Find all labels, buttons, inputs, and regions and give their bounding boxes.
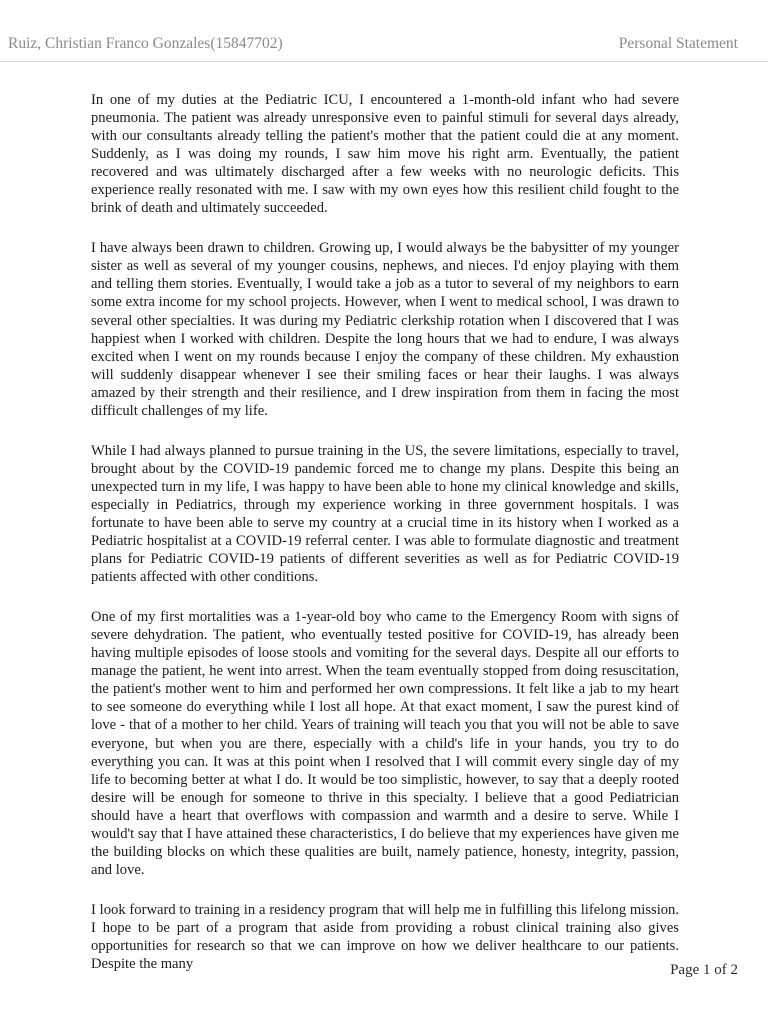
paragraph: I look forward to training in a residency program that will help me in fulfilling this lifelong mission. I hope to be part of a program that aside from providing a robust clinical training also gives opportunities for research so that we can improve on how we deliver healthcare to our patients. Despite the many — [91, 901, 679, 973]
paragraph: One of my first mortalities was a 1-year-old boy who came to the Emergency Room with signs of severe dehydration. The patient, who eventually tested positive for COVID-19, has already been having multiple episodes of loose stools and vomiting for the several days. Despite all our efforts to manage the patient, he went into arrest. When the team eventually stopped from doing resuscitation, the patient's mother went to him and performed her own compressions. It felt like a jab to my heart to see someone do everything while I lost all hope. At that exact moment, I saw the purest kind of love - that of a mother to her child. Years of training will teach you that you will not be able to save everyone, but when you are there, especially with a child's life in your hands, you try to do everything you can. It was at this point when I resolved that I will commit every single day of my life to becoming better at what I do. It would be too simplistic, however, to say that a deeply rooted desire will be enough for someone to thrive in this specialty. I believe that a good Pediatrician should have a heart that overflows with compassion and warmth and a desire to serve. While I would't say that I have attained these characteristics, I do believe that my experiences have given me the building blocks on which these qualities are built, namely patience, honesty, integrity, passion, and love. — [91, 609, 679, 878]
document-type: Personal Statement — [618, 35, 738, 52]
page-header — [0, 0, 768, 62]
paragraph: I have always been drawn to children. Growing up, I would always be the babysitter of my younger sister as well as several of my younger cousins, nephews, and nieces. I'd enjoy playing with them and telling them stories. Eventually, I would take a job as a tutor to several of my neighbors to earn some extra income for my school projects. However, when I went to medical school, I was drawn to several other specialties. It was during my Pediatric clerkship rotation when I discovered that I was happiest when I worked with children. Despite the long hours that we had to endure, I was always excited when I went on my rounds because I enjoy the company of these children. My exhaustion will suddenly disappear whenever I see their smiling faces or hear their laughs. I was always amazed by their strength and their resilience, and I drew inspiration from them in facing the most difficult challenges of my life. — [91, 240, 679, 419]
paragraph: In one of my duties at the Pediatric ICU, I encountered a 1-month-old infant who had severe pneumonia. The patient was already unresponsive even to painful stimuli for several days already, with our consultants already telling the patient's mother that the patient could die at any moment. Suddenly, as I was doing my rounds, I saw him move his right arm. Eventually, the patient recovered and was ultimately discharged after a few weeks with no neurologic deficits. This experience really resonated with me. I saw with my own eyes how this resilient child fought to the brink of death and ultimately succeeded. — [91, 92, 679, 217]
applicant-name: Ruiz, Christian Franco Gonzales(15847702) — [8, 35, 283, 52]
paragraph: While I had always planned to pursue training in the US, the severe limitations, especially to travel, brought about by the COVID-19 pandemic forced me to change my plans. Despite this being an unexpected turn in my life, I was happy to have been able to hone my clinical knowledge and skills, especially in Pediatrics, through my experience working in three government hospitals. I was fortunate to have been able to serve my country at a crucial time in its history when I worked as a Pediatric hospitalist at a COVID-19 referral center. I was able to formulate diagnostic and treatment plans for Pediatric COVID-19 patients of different severities as well as for Pediatric COVID-19 patients affected with other conditions. — [91, 442, 679, 586]
statement-body — [91, 91, 679, 995]
page-number: Page 1 of 2 — [670, 962, 738, 978]
